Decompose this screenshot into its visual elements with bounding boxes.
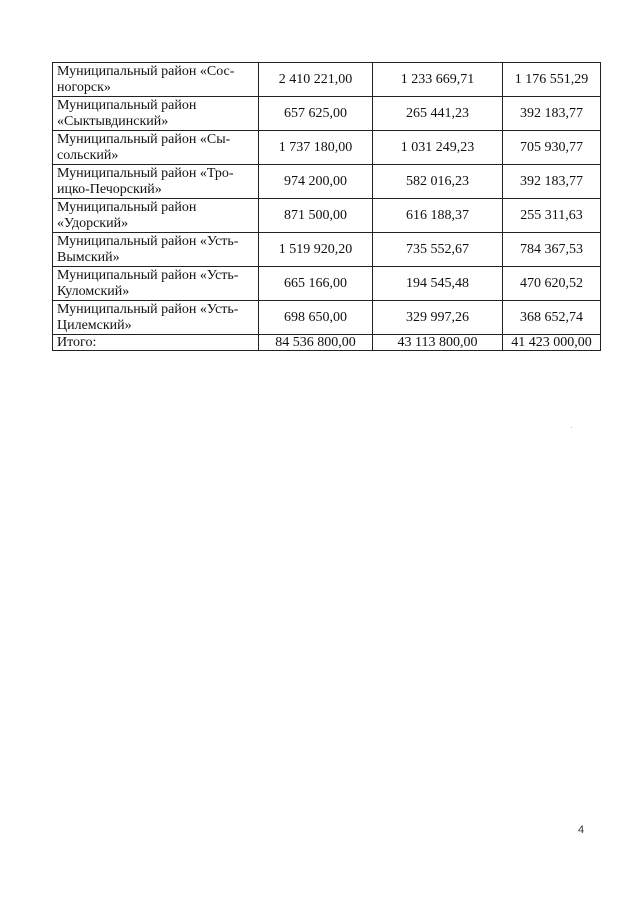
district-name-cell: Муниципальный район «Тро-ицко-Печорский» [53,165,259,199]
part2-amount-cell: 368 652,74 [503,301,601,335]
table-row [53,165,601,199]
total-amount-cell: 1 737 180,00 [259,131,373,165]
part2-amount-cell: 784 367,53 [503,233,601,267]
part1-amount-cell: 265 441,23 [373,97,503,131]
district-name-cell: Муниципальный район «Усть-Вымский» [53,233,259,267]
grand-part2-cell: 41 423 000,00 [503,335,601,351]
part2-amount-cell: 392 183,77 [503,165,601,199]
budget-table [52,62,601,351]
part2-amount-cell: 705 930,77 [503,131,601,165]
part1-amount-cell: 1 031 249,23 [373,131,503,165]
part2-amount-cell: 255 311,63 [503,199,601,233]
table-row [53,131,601,165]
total-row [53,335,601,351]
district-name-cell: Муниципальный район «Удорский» [53,199,259,233]
total-amount-cell: 871 500,00 [259,199,373,233]
page-number: 4 [578,824,585,836]
table-row [53,63,601,97]
part1-amount-cell: 616 188,37 [373,199,503,233]
table-row [53,233,601,267]
total-amount-cell: 665 166,00 [259,267,373,301]
part1-amount-cell: 1 233 669,71 [373,63,503,97]
part1-amount-cell: 582 016,23 [373,165,503,199]
table-row [53,267,601,301]
district-name-cell: Муниципальный район «Усть-Цилемский» [53,301,259,335]
table-row [53,301,601,335]
table-row [53,97,601,131]
part2-amount-cell: 470 620,52 [503,267,601,301]
total-label-cell: Итого: [53,335,259,351]
district-name-cell: Муниципальный район «Усть-Куломский» [53,267,259,301]
total-amount-cell: 974 200,00 [259,165,373,199]
part1-amount-cell: 735 552,67 [373,233,503,267]
district-name-cell: Муниципальный район «Сос-ногорск» [53,63,259,97]
total-amount-cell: 1 519 920,20 [259,233,373,267]
total-amount-cell: 657 625,00 [259,97,373,131]
district-name-cell: Муниципальный район «Сыктывдинский» [53,97,259,131]
total-amount-cell: 698 650,00 [259,301,373,335]
scan-speck [571,427,572,428]
part2-amount-cell: 392 183,77 [503,97,601,131]
total-amount-cell: 2 410 221,00 [259,63,373,97]
grand-total-cell: 84 536 800,00 [259,335,373,351]
district-name-cell: Муниципальный район «Сы-сольский» [53,131,259,165]
table-row [53,199,601,233]
part2-amount-cell: 1 176 551,29 [503,63,601,97]
grand-part1-cell: 43 113 800,00 [373,335,503,351]
part1-amount-cell: 329 997,26 [373,301,503,335]
part1-amount-cell: 194 545,48 [373,267,503,301]
